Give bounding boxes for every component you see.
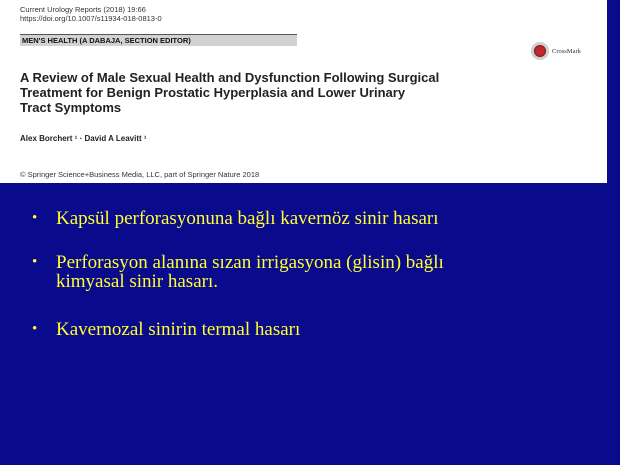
paper-title	[20, 70, 580, 115]
journal-doi: https://doi.org/10.1007/s11934-018-0813-0	[20, 14, 162, 23]
paper-title-line: Tract Symptoms	[20, 100, 122, 115]
bullet-list	[32, 209, 592, 339]
crossmark-label: CrossMark	[552, 47, 581, 55]
paper-excerpt-image	[0, 0, 607, 183]
bullet-text-line: Kavernozal sinirin termal hasarı	[56, 319, 301, 340]
bullet-marker: •	[32, 254, 38, 270]
bullet-marker: •	[32, 321, 38, 337]
bullet-item	[32, 209, 592, 228]
bullet-text	[56, 253, 444, 291]
bullet-marker: •	[32, 210, 38, 226]
paper-title-line: A Review of Male Sexual Health and Dysfunction Following Surgical	[20, 70, 440, 85]
crossmark-badge	[531, 42, 581, 60]
bullet-item	[32, 320, 592, 339]
paper-title-line: Treatment for Benign Prostatic Hyperplasia and Lower Urinary	[20, 85, 406, 100]
paper-copyright: © Springer Science+Business Media, LLC, part of Springer Nature 2018	[20, 170, 260, 179]
bullet-text-line: Kapsül perforasyonuna bağlı kavernöz sinir hasarı	[56, 208, 439, 229]
bullet-text-line: Perforasyon alanına sızan irrigasyona (glisin) bağlı	[56, 252, 444, 273]
crossmark-icon	[531, 42, 549, 60]
bullet-text-line: kimyasal sinir hasarı.	[56, 271, 218, 292]
bullet-text	[56, 320, 300, 339]
bullet-text	[56, 209, 439, 228]
section-header: MEN'S HEALTH (A DABAJA, SECTION EDITOR)	[20, 34, 297, 46]
paper-authors: Alex Borchert ¹ · David A Leavitt ¹	[20, 134, 147, 143]
journal-citation: Current Urology Reports (2018) 19:66	[20, 5, 146, 14]
bullet-item	[32, 253, 592, 291]
journal-info	[20, 5, 162, 23]
